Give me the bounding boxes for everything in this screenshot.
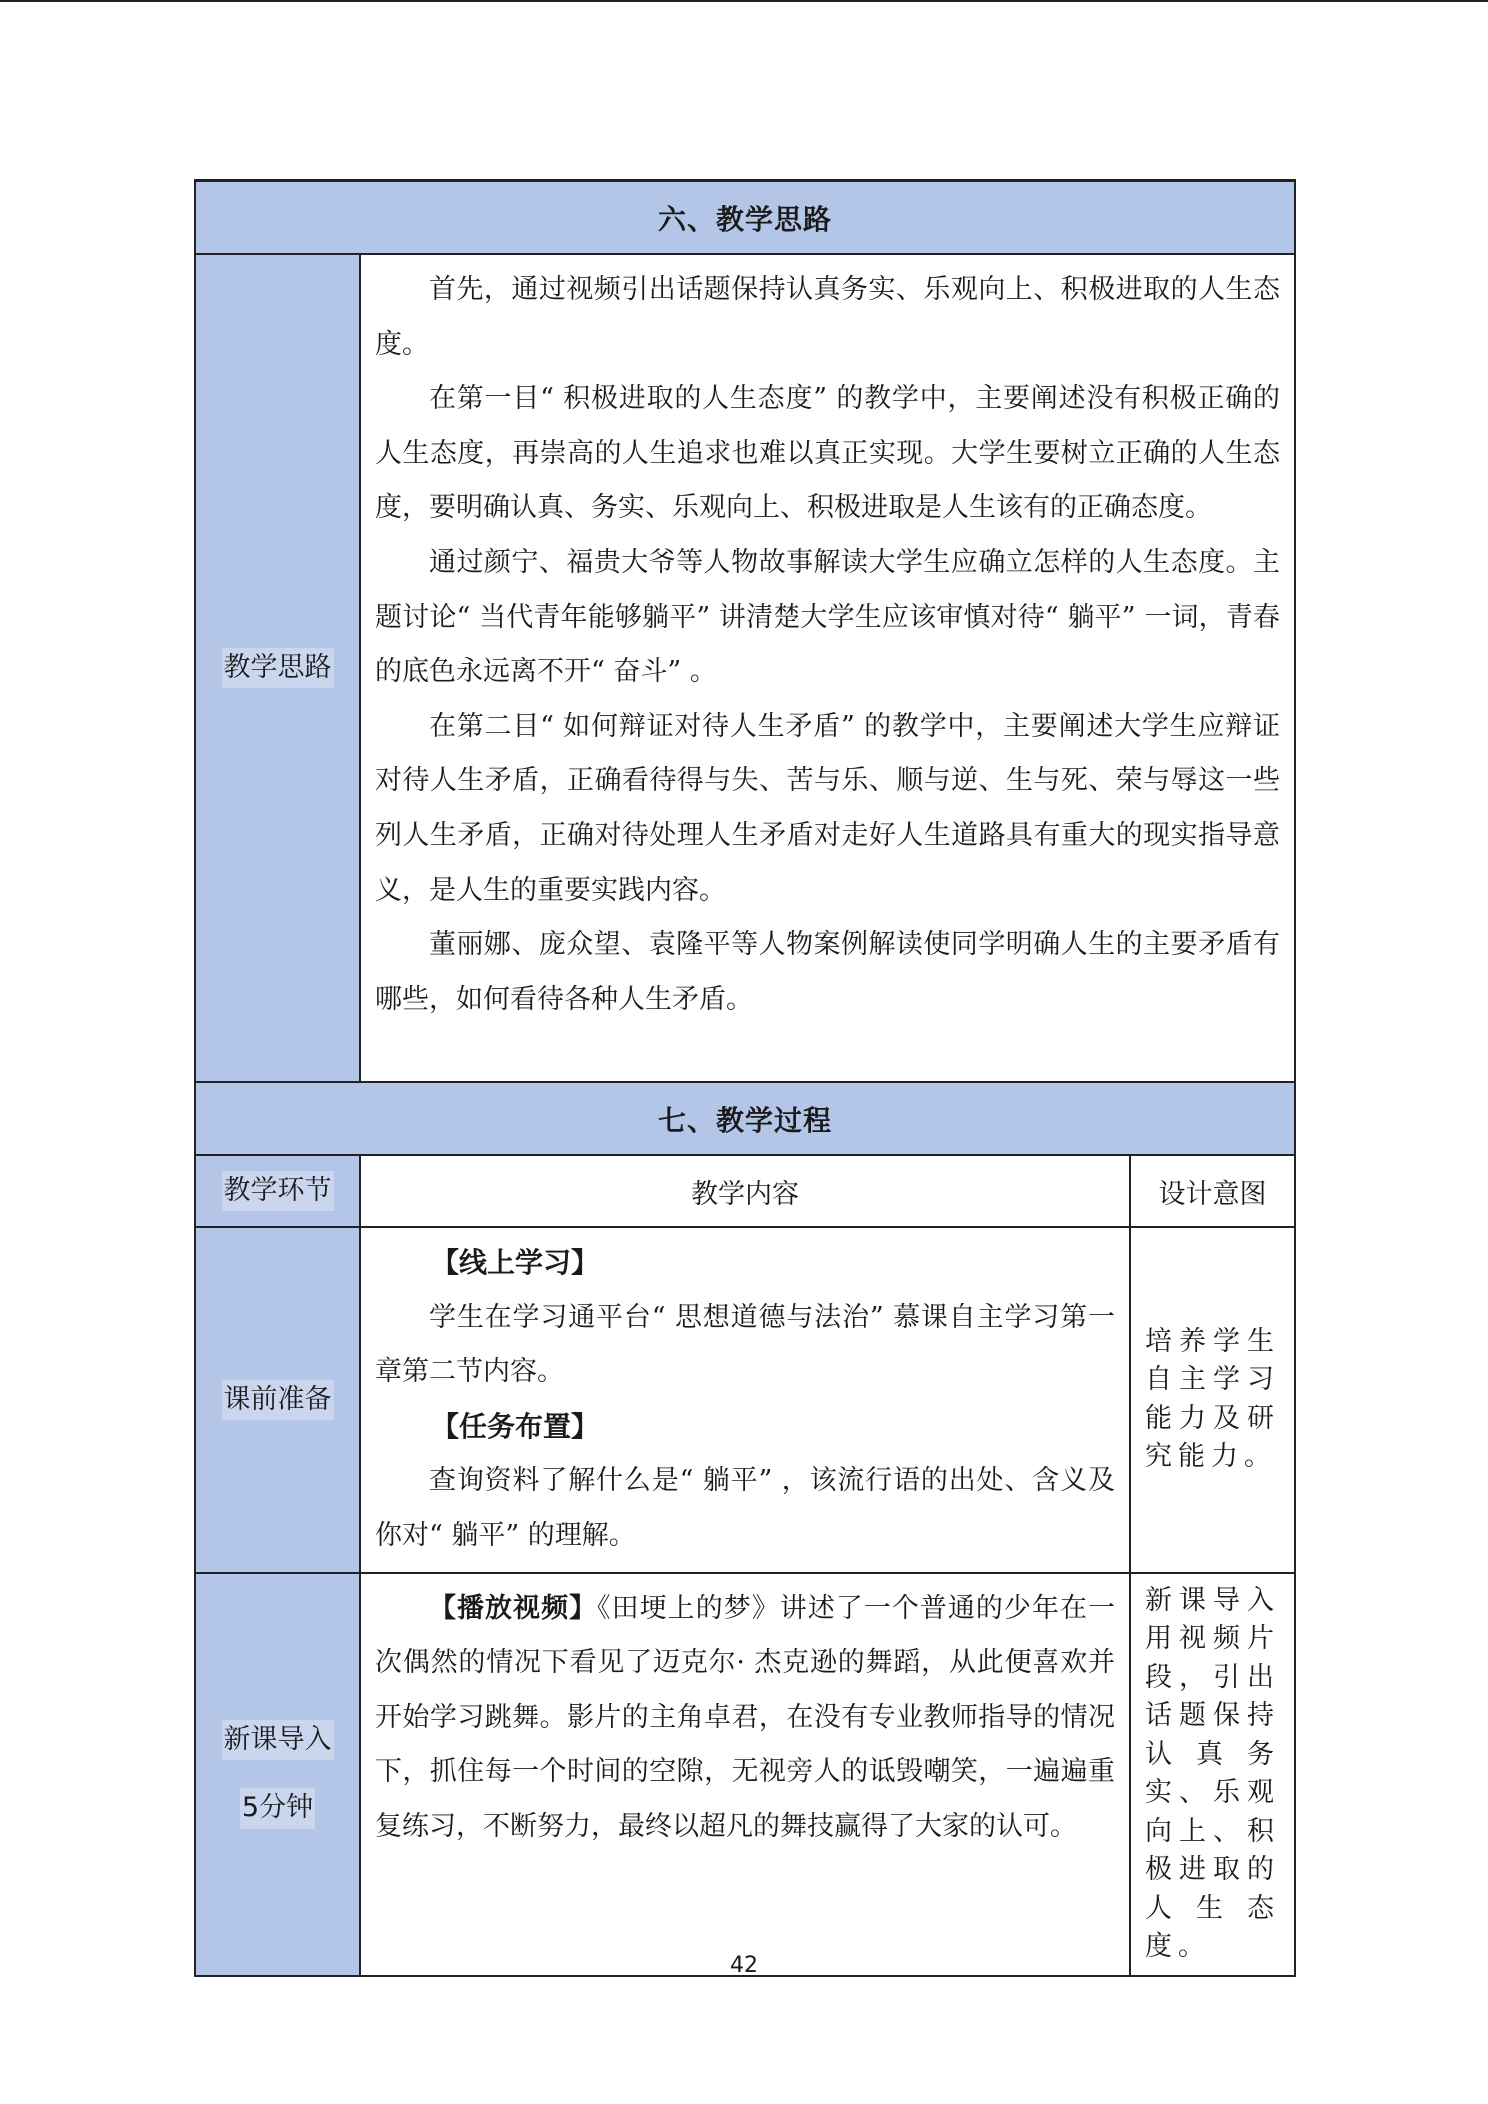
teaching-approach-label: 教学思路 (222, 648, 334, 689)
task-assignment-text: 查询资料了解什么是“ 躺平” ，该流行语的出处、含义及你对“ 躺平” 的理解。 (375, 1465, 1115, 1551)
stage-cell (195, 1573, 360, 1976)
stage-duration: 5分钟 (240, 1788, 315, 1829)
column-header-stage-cell (195, 1155, 360, 1227)
approach-paragraph: 通过颜宁、福贵大爷等人物故事解读大学生应确立怎样的人生态度。主题讨论“ 当代青年能够躺平” 讲清楚大学生应该审慎对待“ 躺平” 一词，青春的底色永远离不开“ 奋斗” 。 (375, 546, 1280, 688)
video-description: 《田埂上的梦》讲述了一个普通的少年在一次偶然的情况下看见了迈克尔· 杰克逊的舞蹈，从此便喜欢并开始学习跳舞。影片的主角卓君，在没有专业教师指导的情况下，抓住每一个时间的空隙，无视旁人的诋毁嘲笑，一遍遍重复练习，不断努力，最终以超凡的舞技赢得了大家的认可。 (375, 1592, 1115, 1842)
section-6-heading: 六、教学思路 (195, 181, 1295, 255)
online-learning-title: 【线上学习】 (431, 1246, 600, 1279)
design-intent-cell: 培养学生自主学习能力及研究能力。 (1130, 1227, 1295, 1573)
content-cell (360, 1227, 1130, 1573)
stage-cell (195, 1227, 360, 1573)
content-cell (360, 1573, 1130, 1976)
section-7-heading: 七、教学过程 (195, 1082, 1295, 1155)
design-intent-cell: 新课导入用视频片段，引出话题保持认真务实、乐观向上、积极进取的人生态度。 (1130, 1573, 1295, 1976)
column-header-intent: 设计意图 (1130, 1155, 1295, 1227)
stage-label: 课前准备 (222, 1380, 334, 1421)
table-row (195, 1227, 1295, 1573)
approach-paragraph: 董丽娜、庞众望、袁隆平等人物案例解读使同学明确人生的主要矛盾有哪些，如何看待各种人生矛盾。 (375, 929, 1280, 1015)
stage-label: 新课导入 (222, 1720, 334, 1761)
teaching-approach-content (360, 254, 1295, 1082)
approach-paragraph: 首先，通过视频引出话题保持认真务实、乐观向上、积极进取的人生态度。 (375, 274, 1280, 360)
column-header-stage: 教学环节 (222, 1171, 334, 1212)
approach-paragraph: 在第一目“ 积极进取的人生态度” 的教学中，主要阐述没有积极正确的人生态度，再崇高的人生追求也难以真正实现。大学生要树立正确的人生态度，要明确认真、务实、乐观向上、积极进取是人生该有的正确态度。 (375, 383, 1280, 524)
online-learning-text: 学生在学习通平台“ 思想道德与法治” 慕课自主学习第一章第二节内容。 (375, 1301, 1115, 1388)
page-number: 42 (730, 1953, 758, 1978)
top-border-line (0, 0, 1488, 2)
lesson-plan-table (194, 179, 1296, 1977)
column-header-content: 教学内容 (360, 1155, 1130, 1227)
task-assignment-title: 【任务布置】 (431, 1409, 600, 1443)
table-row (195, 1573, 1295, 1976)
play-video-lead: 【播放视频】 (429, 1592, 598, 1624)
teaching-approach-label-cell (195, 254, 360, 1082)
approach-paragraph: 在第二目“ 如何辩证对待人生矛盾” 的教学中，主要阐述大学生应辩证对待人生矛盾，正确看待得与失、苦与乐、顺与逆、生与死、荣与辱这一些列人生矛盾，正确对待处理人生矛盾对走好人生道路具有重大的现实指导意义，是人生的重要实践内容。 (375, 710, 1280, 906)
